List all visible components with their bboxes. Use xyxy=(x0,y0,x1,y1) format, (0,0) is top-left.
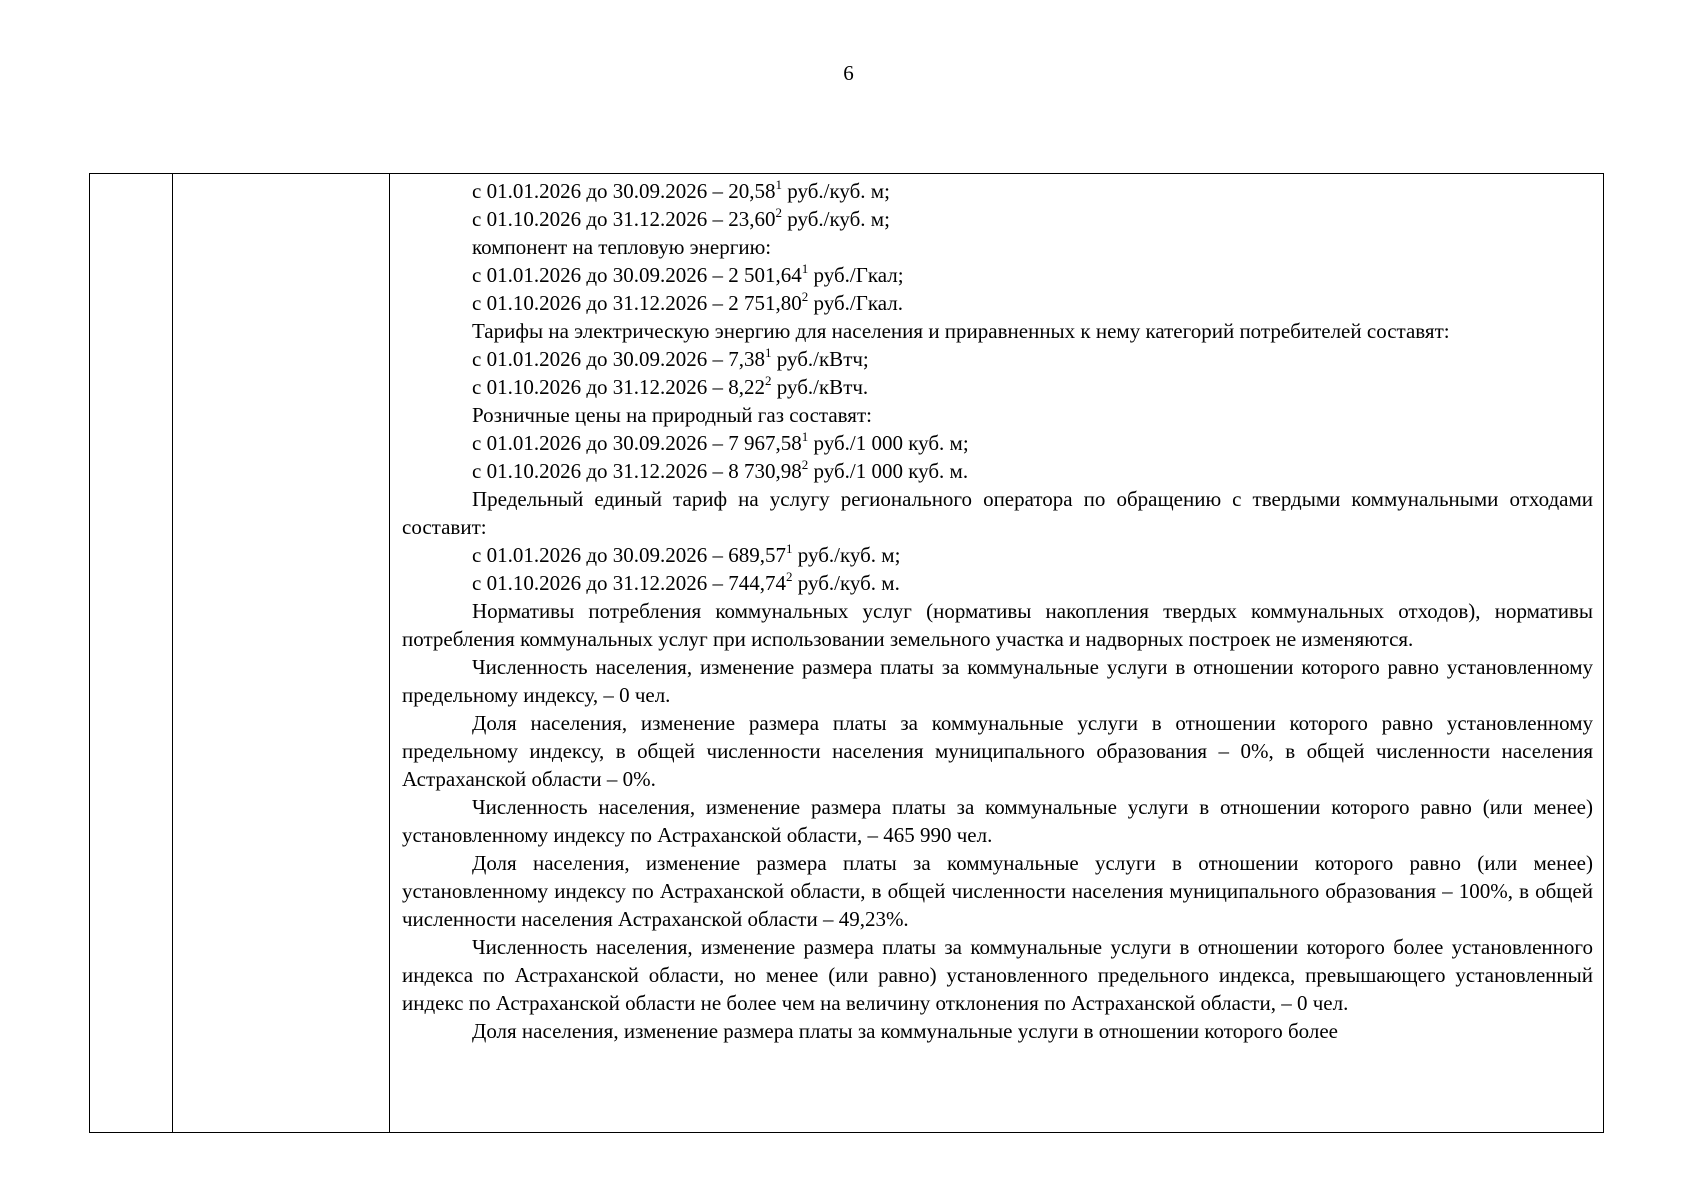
tariff-line: с 01.01.2026 до 30.09.2026 – 689,57$^1$ руб./куб. м; xyxy=(472,541,901,567)
tariff-line: с 01.01.2026 до 30.09.2026 – 20,58$^1$ руб./куб. м; xyxy=(472,177,890,203)
paragraph: Численность населения, изменение размера платы за коммунальные услуги в отношении которого равно (или менее) установленному индексу по Астраханской области, – 465 990 чел. xyxy=(402,795,1593,847)
tariff-line: с 01.10.2026 до 31.12.2026 – 8,22$^2$ руб./кВтч. xyxy=(472,373,869,399)
tariff-line: с 01.10.2026 до 31.12.2026 – 2 751,80$^2$ руб./Гкал. xyxy=(472,289,903,315)
tariff-line: с 01.01.2026 до 30.09.2026 – 2 501,64$^1$ руб./Гкал; xyxy=(472,261,904,287)
paragraph: Нормативы потребления коммунальных услуг (нормативы накопления твердых коммунальных отходов), нормативы потребления коммунальных услуг при использовании земельного участка и надворных построек не изменяются. xyxy=(402,599,1593,651)
paragraph: Численность населения, изменение размера платы за коммунальные услуги в отношении которого более установленного индекса по Астраханской области, но менее (или равно) установленного предельного индекса, превышающего установленный индекс по Астраханской области не более чем на величину отклонения по Астраханской области, – 0 чел. xyxy=(402,935,1593,1015)
component-heading: компонент на тепловую энергию: xyxy=(472,235,772,259)
tariff-line: с 01.01.2026 до 30.09.2026 – 7,38$^1$ руб./кВтч; xyxy=(472,345,869,371)
tariff-line: с 01.10.2026 до 31.12.2026 – 744,74$^2$ руб./куб. м. xyxy=(472,569,900,595)
tariff-line: с 01.10.2026 до 31.12.2026 – 23,60$^2$ руб./куб. м; xyxy=(472,205,890,231)
document-table xyxy=(89,173,1604,1133)
table-cell-number xyxy=(90,174,173,1133)
paragraph: Доля населения, изменение размера платы за коммунальные услуги в отношении которого равно установленному предельному индексу, в общей численности населения муниципального образования – 0%, в общей численности населения Астраханской области – 0%. xyxy=(402,711,1593,791)
page-number: 6 xyxy=(843,61,854,85)
paragraph: Предельный единый тариф на услугу регионального оператора по обращению с твердыми коммунальными отходами составит: xyxy=(402,487,1593,539)
cell-text xyxy=(390,174,1603,1132)
table-cell-content xyxy=(390,174,1604,1133)
paragraph: Тарифы на электрическую энергию для населения и приравненных к нему категорий потребителей составят: xyxy=(472,319,1450,343)
tariff-line: с 01.01.2026 до 30.09.2026 – 7 967,58$^1$ руб./1 000 куб. м; xyxy=(472,429,969,455)
paragraph: Численность населения, изменение размера платы за коммунальные услуги в отношении которого равно установленному предельному индексу, – 0 чел. xyxy=(402,655,1593,707)
paragraph: Доля населения, изменение размера платы за коммунальные услуги в отношении которого равно (или менее) установленному индексу по Астраханской области, в общей численности населения муниципального образования – 100%, в общей численности населения Астраханской области – 49,23%. xyxy=(402,851,1593,931)
paragraph: Доля населения, изменение размера платы за коммунальные услуги в отношении которого более xyxy=(472,1019,1339,1043)
gas-heading: Розничные цены на природный газ составят: xyxy=(472,403,872,427)
table-cell-title xyxy=(173,174,390,1133)
table-row xyxy=(90,174,1604,1133)
tariff-line: с 01.10.2026 до 31.12.2026 – 8 730,98$^2$ руб./1 000 куб. м. xyxy=(472,457,969,483)
